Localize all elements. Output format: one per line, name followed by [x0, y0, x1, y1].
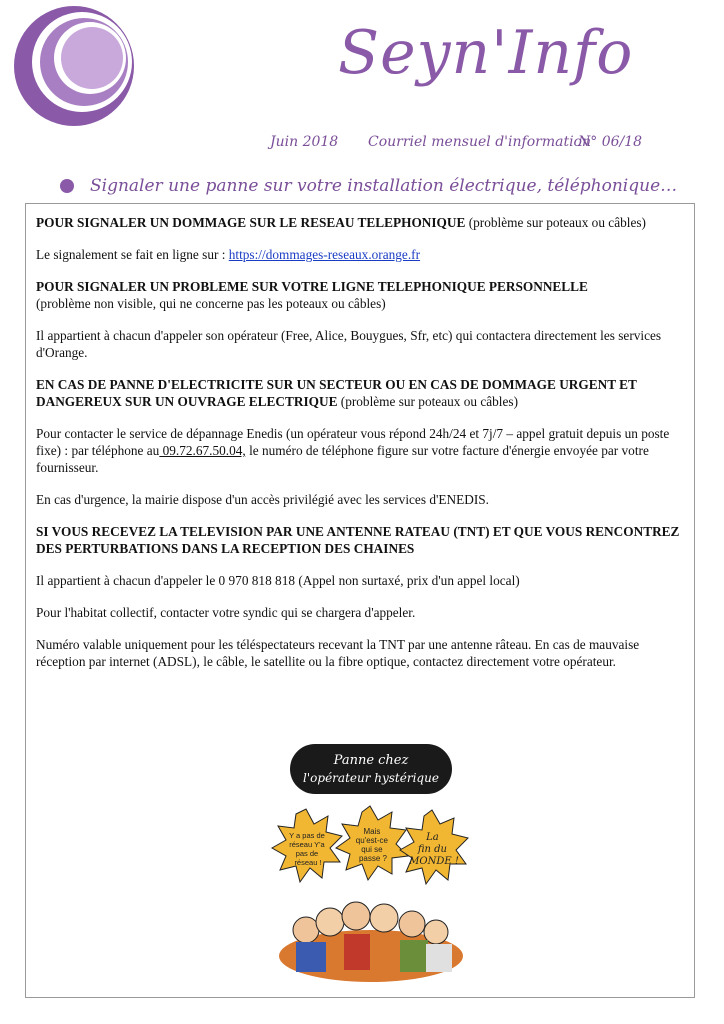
caption-line1: Panne chez [333, 753, 409, 768]
bubble-3-text: La fin du MONDE ! [409, 832, 459, 867]
section-heading: Signaler une panne sur votre installation électrique, téléphonique… [90, 176, 678, 196]
caption-bubble [290, 744, 452, 794]
paragraph-text: Le signalement se fait en ligne sur : [36, 247, 229, 262]
issue-number: N° 06/18 [578, 134, 643, 150]
bubble-2-text: Mais qu'est-ce qui se passe ? [355, 827, 388, 863]
bubble-1-text: Y a pas de réseau Y'a pas de réseau ! [289, 831, 325, 867]
paragraph-enedis-contact [36, 425, 684, 476]
paragraph-text: Pour contacter le service de dépannage Enedis (un opérateur vous répond 24h/24 et 7j/7 – appel gratuit depuis un poste fixe) : par téléphone au [36, 426, 670, 458]
newsletter-subtitle: Courriel mensuel d'information [368, 134, 592, 150]
paragraph-text: (problème non visible, qui ne concerne pas les poteaux ou câbles) [36, 296, 386, 311]
issue-date: Juin 2018 [270, 134, 339, 150]
paragraph-tnt-validity: Numéro valable uniquement pour les téléspectateurs recevant la TNT par une antenne râteau. En cas de mauvaise réception par internet (ADSL), le câble, le satellite ou la fibre optique, contactez directement votre opérateur. [36, 637, 640, 669]
heading-personal-line: POUR SIGNALER UN PROBLEME SUR VOTRE LIGNE TELEPHONIQUE PERSONNELLE [36, 279, 588, 294]
bullet-icon [60, 179, 74, 193]
paragraph-tnt-number: Il appartient à chacun d'appeler le 0 970 818 818 (Appel non surtaxé, prix d'un appel local) [36, 573, 520, 588]
paragraph-text: le numéro de téléphone figure sur votre facture d'énergie envoyée par votre fournisseur. [36, 443, 649, 475]
paragraph-personal-line [36, 278, 684, 312]
paragraph-call-operator: Il appartient à chacun d'appeler son opérateur (Free, Alice, Bouygues, Sfr, etc) qui contactera directement les services d'Orange. [36, 328, 662, 360]
orange-damage-link[interactable]: https://dommages-reseaux.orange.fr [228, 247, 421, 262]
cartoon-illustration [266, 744, 476, 984]
crowd-of-people [279, 902, 463, 982]
section-heading-row [60, 176, 677, 196]
paragraph-online-report [36, 246, 684, 263]
paragraph-text: (problème sur poteaux ou câbles) [337, 394, 518, 409]
paragraph-text: (problème sur poteaux ou câbles) [465, 215, 646, 230]
article-body [36, 214, 684, 685]
newsletter-logo [8, 4, 138, 130]
heading-telephone-network: POUR SIGNALER UN DOMMAGE SUR LE RESEAU TELEPHONIQUE [36, 215, 466, 230]
paragraph-tv [36, 523, 684, 557]
paragraph-urgency: En cas d'urgence, la mairie dispose d'un accès privilégié avec les services d'ENEDIS. [36, 492, 489, 507]
caption-line2: l'opérateur hystérique [303, 771, 439, 785]
content-box [25, 203, 695, 998]
heading-electricity: EN CAS DE PANNE D'ELECTRICITE SUR UN SECTEUR OU EN CAS DE DOMMAGE URGENT ET DANGEREUX SUR UN OUVRAGE ELECTRIQUE [36, 377, 637, 409]
paragraph-electricity [36, 376, 684, 410]
paragraph-telephone-network [36, 214, 684, 231]
heading-tv: SI VOUS RECEVEZ LA TELEVISION PAR UNE ANTENNE RATEAU (TNT) ET QUE VOUS RENCONTREZ DES PERTURBATIONS DANS LA RECEPTION DES CHAINES [36, 524, 680, 556]
paragraph-collective-housing: Pour l'habitat collectif, contacter votre syndic qui se chargera d'appeler. [36, 605, 416, 620]
newsletter-title: Seyn'Info [338, 18, 634, 88]
enedis-phone-number: 09.72.67.50.04, [159, 443, 246, 458]
